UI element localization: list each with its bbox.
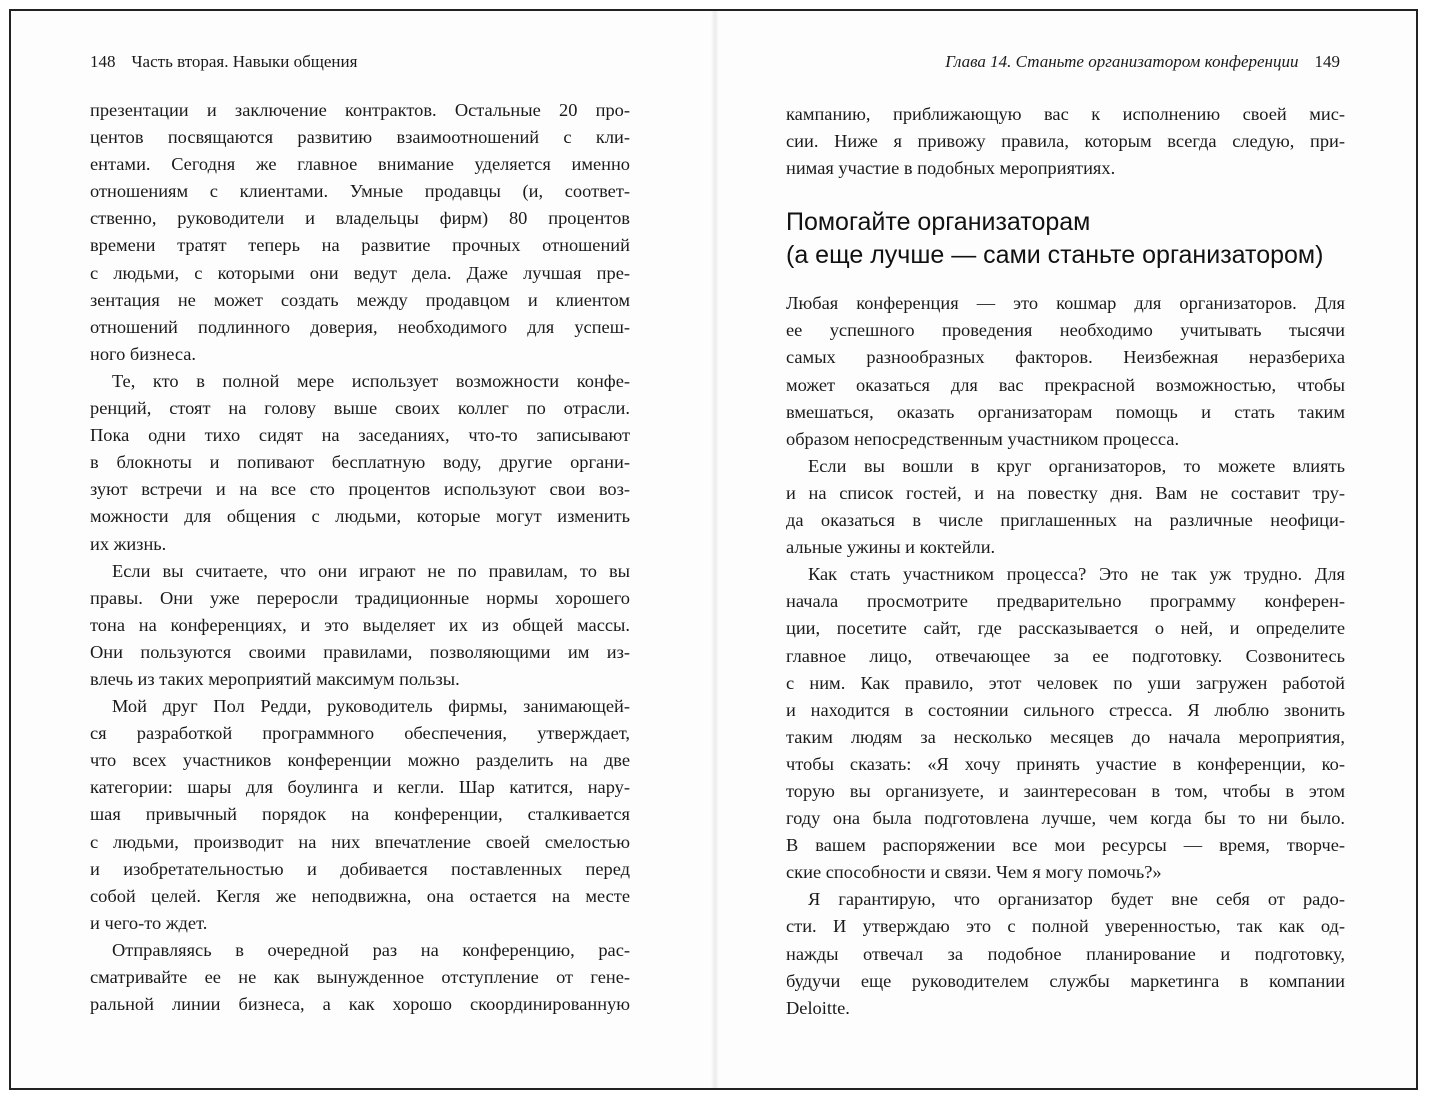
right-page [715, 11, 1418, 1088]
heading-line: (а еще лучше — сами станьте организатором) [786, 241, 1324, 270]
text-line: ственно, руководители и владельцы фирм) 80 процентов [90, 208, 630, 229]
text-line: может оказаться для вас прекрасной возможностью, чтобы [786, 374, 1345, 395]
text-line: нажды отвечал за подобное планирование и подготовку, [786, 943, 1345, 964]
text-line: и находится в состоянии сильного стресса. Я люблю звонить [786, 699, 1345, 720]
text-line: влечь из таких мероприятий максимум пользы. [90, 668, 460, 689]
left-page [11, 11, 715, 1088]
text-line: в блокноты и попивают бесплатную воду, другие органи- [90, 452, 630, 473]
text-line: Как стать участником процесса? Это не так уж трудно. Для [808, 564, 1345, 585]
text-line: ного бизнеса. [90, 343, 196, 364]
text-line: зентация не может создать между продавцом и клиентом [90, 289, 630, 310]
text-line: и изобретательностью и добивается поставленных перед [90, 858, 630, 879]
text-line: кампанию, приближающую вас к исполнению своей мис- [786, 104, 1345, 124]
text-line: сти. И утверждаю это с полной уверенностью, так как од- [786, 916, 1345, 937]
section-heading [786, 206, 1345, 272]
text-line: Пока одни тихо сидят на заседаниях, что-то записывают [90, 425, 630, 446]
intro-paragraph [786, 101, 1345, 182]
text-line: Deloitte. [786, 997, 850, 1018]
running-head-right [945, 51, 1340, 73]
text-line: с людьми, с которыми они ведут дела. Даже лучшая пре- [90, 262, 630, 283]
text-line: самых разнообразных факторов. Неизбежная неразбериха [786, 347, 1345, 368]
paragraph [90, 97, 630, 368]
paragraph [786, 453, 1345, 561]
text-line: правы. Они уже переросли традиционные нормы хорошего [90, 587, 630, 608]
text-line: Я гарантирую, что организатор будет вне себя от радо- [808, 889, 1345, 910]
text-line: тона на конференциях, и это выделяет их из общей массы. [90, 614, 630, 635]
text-line: начала просмотрите предварительно программу конферен- [786, 591, 1345, 612]
right-paragraphs [786, 290, 1345, 1022]
paragraph [786, 101, 1345, 182]
text-line: Мой друг Пол Редди, руководитель фирмы, занимающей- [112, 696, 630, 717]
text-line: времени тратят теперь на развитие прочных отношений [90, 235, 630, 256]
text-line: отношениям с клиентами. Умные продавцы (и, соответ- [90, 181, 630, 202]
text-line: В вашем распоряжении все мои ресурсы — время, творче- [786, 835, 1345, 856]
text-line: с людьми, производит на них впечатление своей смелостью [90, 831, 630, 852]
text-line: категории: шары для боулинга и кегли. Шар катится, нару- [90, 777, 630, 798]
text-line: образом непосредственным участником процесса. [786, 428, 1180, 449]
text-line: ентами. Сегодня же главное внимание уделяется именно [90, 154, 630, 175]
text-line: Если вы вошли в круг организаторов, то можете влиять [808, 455, 1345, 476]
text-line: ские способности и связи. Чем я могу помочь?» [786, 862, 1162, 883]
left-page-body [90, 97, 630, 1018]
page-number: 149 [1314, 52, 1340, 71]
text-line: будучи еще руководителем службы маркетинга в компании [786, 970, 1345, 991]
text-line: вмешаться, оказать организаторам помощь и стать таким [786, 401, 1345, 422]
text-line: Любая конференция — это кошмар для организаторов. Для [786, 293, 1345, 314]
running-head-title: Часть вторая. Навыки общения [131, 52, 358, 71]
book-spread [9, 9, 1418, 1090]
text-line: чтобы сказать: «Я хочу принять участие в конференции, ко- [786, 753, 1345, 774]
paragraph [90, 558, 630, 693]
running-head-title: Глава 14. Станьте организатором конференции [945, 52, 1299, 71]
text-line: презентации и заключение контрактов. Остальные 20 про- [90, 100, 630, 120]
text-line: сии. Ниже я привожу правила, которым всегда следую, при- [786, 131, 1345, 152]
right-page-body [786, 101, 1345, 1022]
text-line: главное лицо, отвечающее за ее подготовку. Созвонитесь [786, 645, 1345, 666]
text-line: торую вы организуете, и заинтересован в том, чтобы в этом [786, 780, 1345, 801]
text-line: таким людям за несколько месяцев до начала мероприятия, [786, 726, 1345, 747]
text-line: нимая участие в подобных мероприятиях. [786, 158, 1116, 179]
text-line: ренций, стоят на голову выше своих коллег по отрасли. [90, 398, 630, 419]
paragraph [786, 561, 1345, 886]
paragraph [786, 886, 1345, 1021]
text-line: отношений подлинного доверия, необходимого для успеш- [90, 316, 630, 337]
text-line: году она была подготовлена лучше, чем когда бы то ни было. [786, 808, 1345, 829]
text-line: Отправляясь в очередной раз на конференцию, рас- [112, 939, 630, 960]
page-number: 148 [90, 52, 116, 71]
text-line: ции, посетите сайт, где рассказывается о ней, и определите [786, 618, 1345, 639]
text-line: и чего-то ждет. [90, 912, 208, 933]
paragraph [90, 693, 630, 937]
text-line: Они пользуются своими правилами, позволяющими им из- [90, 641, 630, 662]
text-line: да оказаться в числе приглашенных на различные неофици- [786, 510, 1345, 531]
text-line: и на список гостей, и на повестку дня. Вам не составит тру- [786, 482, 1345, 503]
paragraph [786, 290, 1345, 453]
text-line: ся разработкой программного обеспечения, утверждает, [90, 723, 630, 744]
text-line: сматривайте ее не как вынужденное отступление от гене- [90, 967, 630, 987]
heading-line: Помогайте организаторам [786, 208, 1091, 237]
text-line: собой целей. Кегля же неподвижна, она остается на месте [90, 885, 630, 906]
text-line: альные ужины и коктейли. [786, 537, 996, 558]
text-line: Те, кто в полной мере использует возможности конфе- [112, 370, 630, 391]
text-line: что всех участников конференции можно разделить на две [90, 750, 630, 771]
text-line: с ним. Как правило, этот человек по уши загружен работой [786, 672, 1345, 693]
text-line: зуют встречи и на все сто процентов используют свои воз- [90, 479, 630, 500]
text-line: Если вы считаете, что они играют не по правилам, то вы [112, 560, 630, 581]
running-head-left [90, 51, 357, 73]
text-line: центов посвящаются развитию взаимоотношений с кли- [90, 127, 630, 148]
paragraph [90, 937, 630, 1018]
text-line: ральной линии бизнеса, а как хорошо скоординированную [90, 994, 630, 1015]
paragraph [90, 368, 630, 558]
text-line: шая привычный порядок на конференции, сталкивается [90, 804, 630, 825]
text-line: ее успешного проведения необходимо учитывать тысячи [786, 320, 1345, 341]
text-line: их жизнь. [90, 533, 167, 554]
text-line: можности для общения с людьми, которые могут изменить [90, 506, 630, 527]
